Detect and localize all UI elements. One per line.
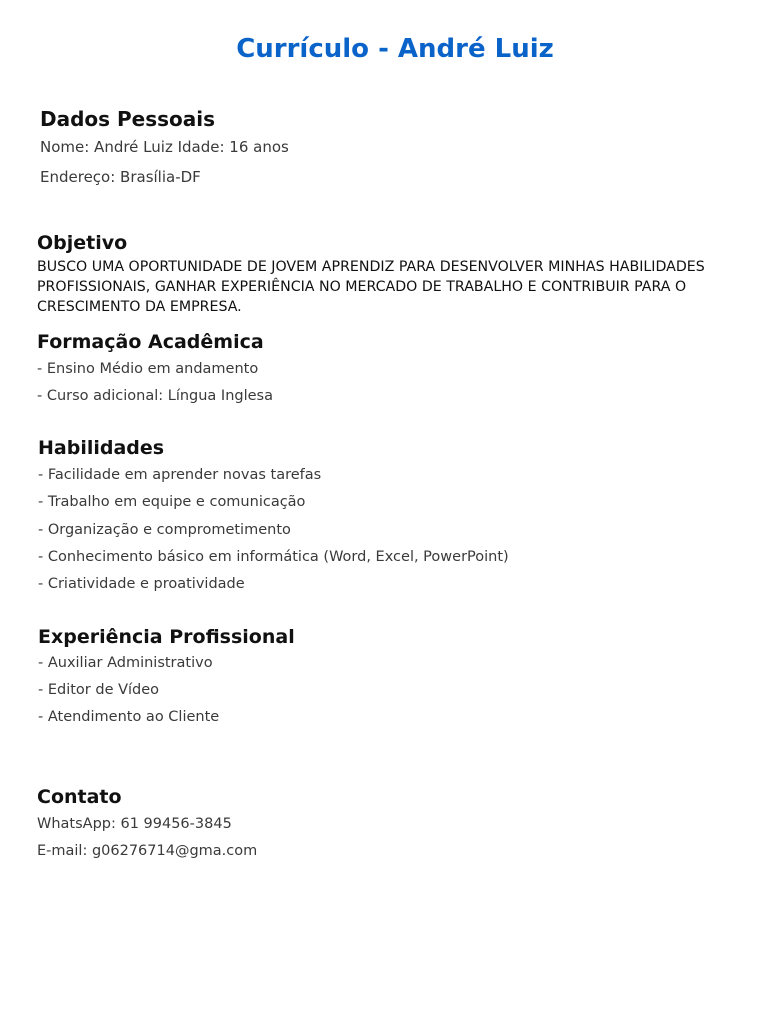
education-item: - Ensino Médio em andamento: [37, 361, 259, 377]
skill-item: - Trabalho em equipe e comunicação: [38, 494, 306, 510]
personal-name-age: Nome: André Luiz Idade: 16 anos: [40, 138, 289, 156]
education-item: - Curso adicional: Língua Inglesa: [37, 388, 273, 404]
skills-heading: Habilidades: [38, 437, 165, 459]
skill-item: - Criatividade e proatividade: [38, 576, 245, 592]
personal-heading: Dados Pessoais: [40, 107, 216, 131]
experience-item: - Atendimento ao Cliente: [38, 709, 220, 725]
objective-heading: Objetivo: [37, 232, 128, 254]
contact-whatsapp: WhatsApp: 61 99456-3845: [37, 816, 232, 832]
contact-email: E-mail: g06276714@gma.com: [37, 843, 258, 859]
experience-item: - Editor de Vídeo: [38, 682, 160, 698]
experience-heading: Experiência Profissional: [38, 626, 295, 648]
skill-item: - Facilidade em aprender novas tarefas: [38, 467, 322, 483]
education-heading: Formação Acadêmica: [37, 331, 264, 353]
experience-item: - Auxiliar Administrativo: [38, 655, 213, 671]
skill-item: - Conhecimento básico em informática (Word, Excel, PowerPoint): [38, 549, 509, 565]
contact-heading: Contato: [37, 786, 122, 808]
skill-item: - Organização e comprometimento: [38, 522, 291, 538]
page-title: Currículo - André Luiz: [236, 34, 554, 64]
objective-text: BUSCO UMA OPORTUNIDADE DE JOVEM APRENDIZ PARA DESENVOLVER MINHAS HABILIDADES PROFISSIONAIS, GANHAR EXPERIÊNCIA NO MERCADO DE TRABALHO E CONTRIBUIR PARA O CRESCIMENTO DA EMPRESA.: [37, 259, 705, 315]
personal-address: Endereço: Brasília-DF: [40, 168, 201, 186]
